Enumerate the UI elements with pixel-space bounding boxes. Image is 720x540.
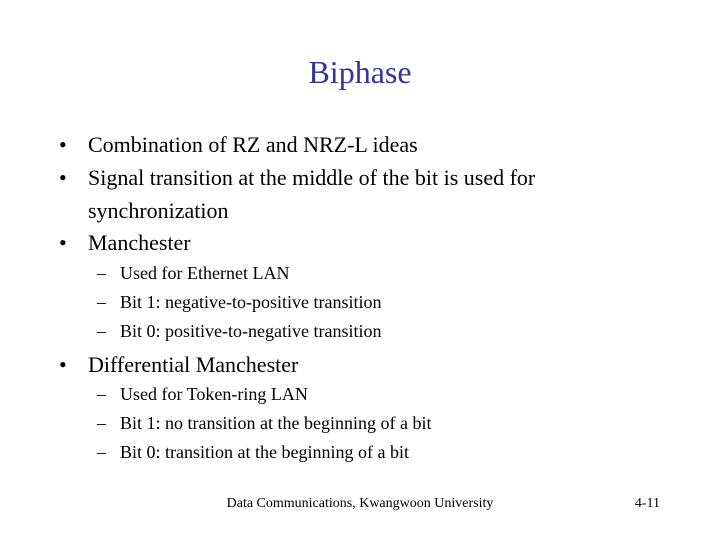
sub-bullet-item xyxy=(97,289,657,316)
bullet-marker: • xyxy=(59,352,67,377)
sub-bullet-text: Bit 1: no transition at the beginning of a bit xyxy=(120,413,432,433)
dash-marker: – xyxy=(97,292,106,312)
sub-bullet-item xyxy=(97,318,657,345)
sub-bullet-text: Bit 0: transition at the beginning of a bit xyxy=(120,442,409,462)
sub-bullet-item xyxy=(97,410,657,437)
bullet-text: Differential Manchester xyxy=(88,352,299,377)
sub-bullet-text: Bit 0: positive-to-negative transition xyxy=(120,321,382,341)
dash-marker: – xyxy=(97,442,106,462)
bullet-marker: • xyxy=(59,230,67,255)
bullet-text: Combination of RZ and NRZ-L ideas xyxy=(88,132,418,157)
bullet-marker: • xyxy=(59,132,67,157)
dash-marker: – xyxy=(97,384,106,404)
bullet-marker: • xyxy=(59,165,67,190)
bullet-item xyxy=(59,128,659,161)
footer-source: Data Communications, Kwangwoon University xyxy=(226,496,494,511)
bullet-item xyxy=(59,226,659,259)
slide-title: Biphase xyxy=(308,54,412,90)
bullet-text: Signal transition at the middle of the bit is used for synchronization xyxy=(88,165,536,223)
sub-bullet-item xyxy=(97,439,657,466)
page-number: 4-11 xyxy=(634,496,660,511)
sub-bullet-text: Bit 1: negative-to-positive transition xyxy=(120,292,382,312)
dash-marker: – xyxy=(97,263,106,283)
sub-bullet-text: Used for Token-ring LAN xyxy=(120,384,308,404)
sub-bullet-text: Used for Ethernet LAN xyxy=(120,263,290,283)
bullet-text: Manchester xyxy=(88,230,191,255)
bullet-item xyxy=(59,161,619,227)
dash-marker: – xyxy=(97,413,106,433)
sub-bullet-item xyxy=(97,260,657,287)
sub-bullet-item xyxy=(97,381,657,408)
bullet-item xyxy=(59,348,659,381)
dash-marker: – xyxy=(97,321,106,341)
